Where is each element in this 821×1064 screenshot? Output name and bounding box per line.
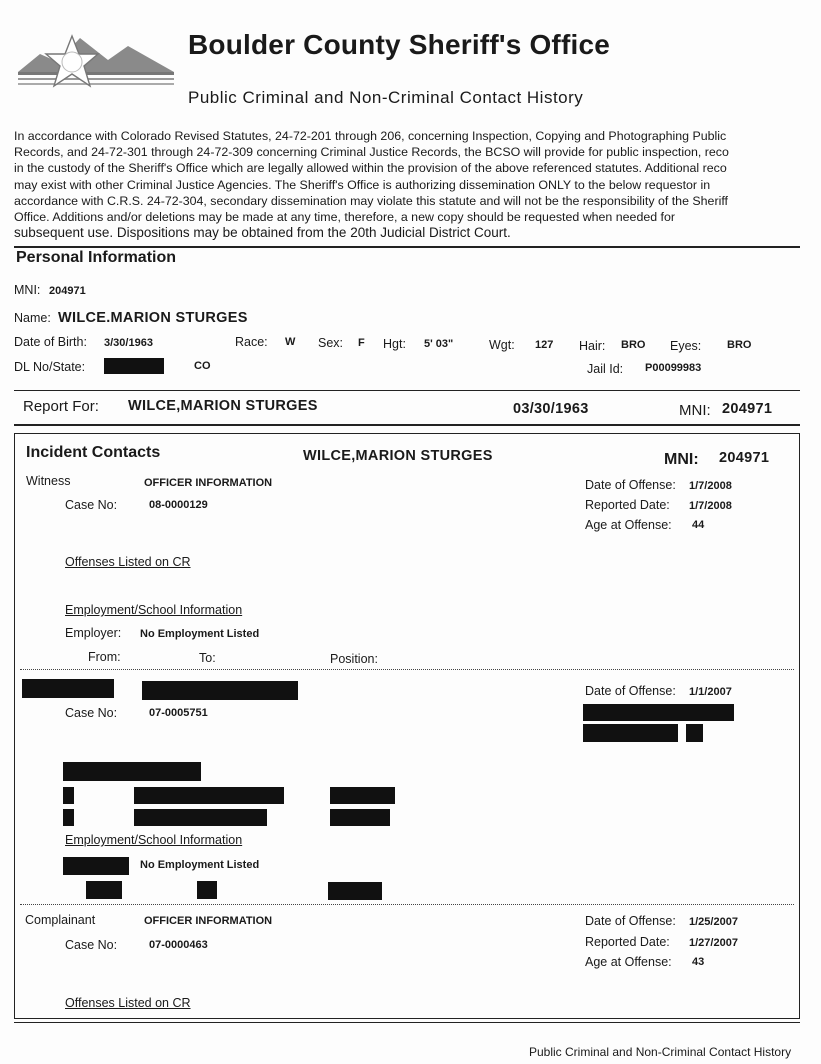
page-title: Boulder County Sheriff's Office [188,29,611,60]
redaction-block [86,881,122,899]
sex-value: F [358,337,365,349]
officer-info: OFFICER INFORMATION [144,477,273,489]
redaction-block [583,704,734,721]
notice-line: subsequent use. Dispositions may be obtained from the 20th Judicial District Court. [14,225,511,241]
to-label: To: [199,651,216,665]
age-label: Age at Offense: [585,955,672,969]
case-label: Case No: [65,498,118,512]
redaction-block [63,787,74,804]
hair-label: Hair: [579,339,606,353]
redaction-block [330,787,395,804]
reported-date-label: Reported Date: [585,935,670,949]
redaction-block [134,809,267,826]
notice-line: in the custody of the Sheriff's Office which are legally allowed within the provision of the above referenced statutes. Additional reco [14,161,727,176]
employment-heading: Employment/School Information [65,603,243,617]
legal-notice [14,128,804,241]
sex-label: Sex: [318,336,344,350]
incident-heading: Incident Contacts [26,444,161,461]
eyes-label: Eyes: [670,339,702,353]
reported-date-label: Reported Date: [585,498,670,512]
divider [14,1022,800,1023]
report-for-name: WILCE,MARION STURGES [128,398,318,414]
offense-date: 1/7/2008 [689,480,732,492]
notice-line: In accordance with Colorado Revised Statutes, 24-72-201 through 206, concerning Inspection, Copying and Photographing Public [14,129,727,143]
record-role: Complainant [25,913,96,927]
redaction-block [22,679,114,698]
dl-state-value: CO [194,360,211,372]
redaction-block [583,724,678,742]
notice-line: accordance with C.R.S. 24-72-304, secondary dissemination may violate this statute and will not be the responsibility of the Sheriff [14,193,728,208]
dob-value: 3/30/1963 [104,337,153,349]
record-role: Witness [26,474,71,488]
age-value: 44 [692,519,705,531]
redaction-block [142,681,298,700]
redaction-block [63,857,129,875]
report-for-mni-label: MNI: [679,402,711,419]
report-for-mni: 204971 [722,401,773,417]
divider [14,246,800,248]
incident-name: WILCE,MARION STURGES [303,448,493,464]
age-value: 43 [692,956,705,968]
redaction-block [328,882,382,900]
personal-info-heading: Personal Information [16,249,177,266]
reported-date: 1/27/2007 [689,937,738,949]
case-label: Case No: [65,706,118,720]
redaction-block [104,358,164,374]
redaction-block [134,787,284,804]
offense-date: 1/1/2007 [689,686,732,698]
from-label: From: [88,650,121,664]
notice-line: may exist with other Criminal Justice Agencies. The Sheriff's Office is authorizing dissemination ONLY to the below requestor in [14,177,711,192]
redaction-block [63,762,201,781]
jail-id-value: P00099983 [645,362,702,374]
name-value: WILCE.MARION STURGES [58,310,248,326]
sheriff-star-mountain-logo [18,32,174,106]
case-label: Case No: [65,938,118,952]
employment-heading: Employment/School Information [65,833,243,847]
offense-date-label: Date of Offense: [585,914,676,928]
redaction-block [197,881,217,899]
report-for-label: Report For: [23,398,99,415]
employer-value: No Employment Listed [140,628,260,640]
case-number: 08-0000129 [149,499,208,511]
employer-value: No Employment Listed [140,859,260,871]
notice-line: Office. Additions and/or deletions may be made at any time, therefore, a new copy should be requested when needed for [14,210,676,225]
offense-date-label: Date of Offense: [585,684,676,698]
dob-label: Date of Birth: [14,335,87,349]
weight-label: Wgt: [489,338,515,352]
incident-contacts-box [14,433,800,1019]
jail-id-label: Jail Id: [587,362,624,376]
page-subtitle: Public Criminal and Non-Criminal Contact History [188,88,584,107]
eyes-value: BRO [727,339,752,351]
offense-date-label: Date of Offense: [585,478,676,492]
offenses-listed-link: Offenses Listed on CR [65,555,191,569]
redaction-block [63,809,74,826]
divider [14,424,800,426]
officer-info: OFFICER INFORMATION [144,915,273,927]
race-label: Race: [235,335,268,349]
name-label: Name: [14,311,51,325]
incident-mni: 204971 [719,450,770,466]
record-separator [20,904,794,905]
offense-date: 1/25/2007 [689,916,738,928]
race-value: W [285,336,296,348]
weight-value: 127 [535,339,554,351]
case-number: 07-0000463 [149,939,208,951]
case-number: 07-0005751 [149,707,208,719]
redaction-block [686,724,703,742]
employer-label: Employer: [65,626,122,640]
notice-line: Records, and 24-72-301 through 24-72-309 concerning Criminal Justice Records, the BCSO will provide for public inspection, reco [14,145,729,160]
hair-value: BRO [621,339,646,351]
mni-label: MNI: [14,283,41,297]
position-label: Position: [330,652,378,666]
report-for-date: 03/30/1963 [513,401,589,417]
dl-label: DL No/State: [14,360,86,374]
reported-date: 1/7/2008 [689,500,732,512]
mni-value: 204971 [49,285,86,297]
age-label: Age at Offense: [585,518,672,532]
divider [14,390,800,391]
height-value: 5' 03" [424,338,454,350]
record-separator [20,669,794,670]
redaction-block [330,809,390,826]
page-footer: Public Criminal and Non-Criminal Contact History [529,1045,792,1059]
height-label: Hgt: [383,337,406,351]
offenses-listed-link: Offenses Listed on CR [65,996,191,1010]
incident-mni-label: MNI: [664,451,699,468]
